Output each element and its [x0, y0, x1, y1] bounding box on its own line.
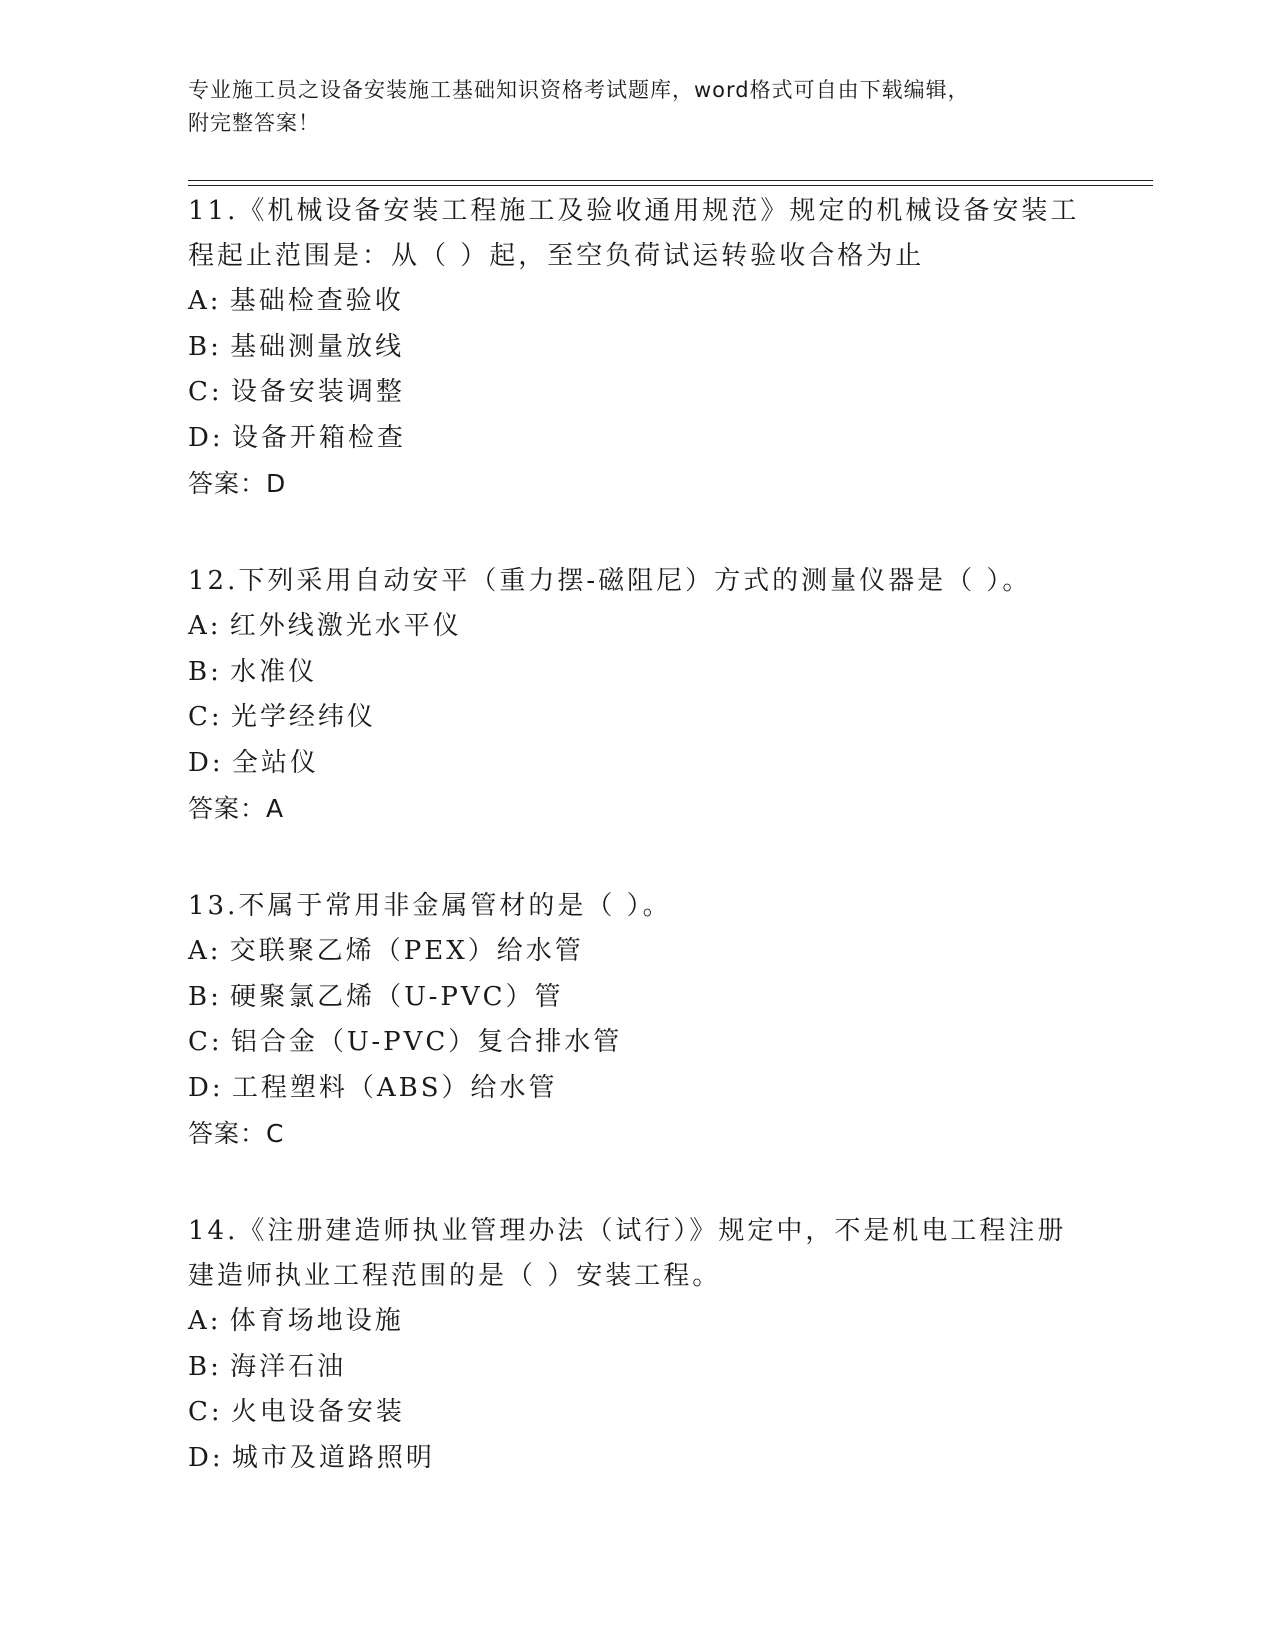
header-line-2: 附完整答案！: [188, 111, 320, 135]
option-text: 铝合金（U-PVC）复合排水管: [230, 1027, 623, 1057]
option-letter: A: [188, 936, 210, 966]
option-text: 基础检查验收: [229, 286, 404, 316]
question-text: 12.下列采用自动安平（重力摆-磁阻尼）方式的测量仪器是（ ）。: [188, 566, 1032, 596]
option-b: B: 基础测量放线: [188, 325, 1088, 371]
option-letter: D: [188, 422, 212, 453]
option-text: 工程塑料（ABS）给水管: [231, 1072, 558, 1103]
header-divider-bottom: [188, 185, 1153, 186]
question-text: 13.不属于常用非金属管材的是（ ）。: [188, 891, 672, 921]
option-letter: B: [188, 1351, 211, 1382]
option-letter: D: [188, 1072, 212, 1103]
option-letter: B: [188, 981, 211, 1012]
option-text: 硬聚氯乙烯（U-PVC）管: [230, 981, 564, 1012]
option-b: B: 水准仪: [188, 650, 1088, 696]
option-d: D: 城市及道路照明: [188, 1436, 1088, 1482]
option-letter: B: [188, 656, 211, 687]
question-text: 14.《注册建造师执业管理办法（试行）》规定中，不是机电工程注册建造师执业工程范围的是（ ）安装工程。: [188, 1216, 1067, 1291]
option-a: A: 体育场地设施: [188, 1299, 1088, 1345]
answer-line: 答案：A: [188, 794, 285, 823]
option-text: 基础测量放线: [230, 331, 405, 362]
option-letter: B: [188, 331, 211, 362]
option-text: 全站仪: [231, 747, 319, 778]
header-divider-top: [188, 180, 1153, 181]
option-letter: A: [188, 286, 210, 316]
option-text: 水准仪: [230, 656, 318, 687]
option-a: A: 交联聚乙烯（PEX）给水管: [188, 929, 1088, 975]
option-text: 设备开箱检查: [231, 422, 406, 453]
option-a: A: 基础检查验收: [188, 279, 1088, 325]
option-text: 光学经纬仪: [230, 702, 376, 732]
option-letter: C: [188, 702, 211, 732]
option-d: D: 工程塑料（ABS）给水管: [188, 1066, 1088, 1112]
option-d: D: 全站仪: [188, 741, 1088, 787]
question-text: 11.《机械设备安装工程施工及验收通用规范》规定的机械设备安装工程起止范围是：从（ ）起，至空负荷试运转验收合格为止: [188, 196, 1080, 271]
option-letter: C: [188, 1397, 211, 1427]
option-c: C: 光学经纬仪: [188, 695, 1088, 741]
option-text: 设备安装调整: [230, 377, 405, 407]
header-line-1: 专业施工员之设备安装施工基础知识资格考试题库，word格式可自由下载编辑，: [188, 78, 970, 102]
option-b: B: 海洋石油: [188, 1345, 1088, 1391]
option-text: 海洋石油: [230, 1351, 347, 1382]
answer-line: 答案：D: [188, 469, 287, 498]
option-letter: D: [188, 747, 212, 778]
question-12: [188, 559, 1088, 832]
option-a: A: 红外线激光水平仪: [188, 604, 1088, 650]
option-text: 火电设备安装: [230, 1397, 405, 1427]
answer-line: 答案：C: [188, 1119, 285, 1148]
option-letter: C: [188, 377, 211, 407]
option-letter: A: [188, 1306, 210, 1336]
question-14: [188, 1209, 1088, 1481]
option-c: C: 铝合金（U-PVC）复合排水管: [188, 1020, 1088, 1066]
option-text: 红外线激光水平仪: [229, 611, 462, 641]
option-text: 体育场地设施: [229, 1306, 404, 1336]
option-d: D: 设备开箱检查: [188, 416, 1088, 462]
question-11: [188, 189, 1088, 507]
option-letter: C: [188, 1027, 211, 1057]
question-13: [188, 884, 1088, 1157]
option-text: 城市及道路照明: [231, 1442, 435, 1473]
option-letter: D: [188, 1442, 212, 1473]
option-c: C: 设备安装调整: [188, 370, 1088, 416]
option-letter: A: [188, 611, 210, 641]
document-header: [188, 74, 1068, 140]
option-b: B: 硬聚氯乙烯（U-PVC）管: [188, 975, 1088, 1021]
option-c: C: 火电设备安装: [188, 1390, 1088, 1436]
question-list: [188, 189, 1088, 1533]
option-text: 交联聚乙烯（PEX）给水管: [229, 936, 584, 966]
